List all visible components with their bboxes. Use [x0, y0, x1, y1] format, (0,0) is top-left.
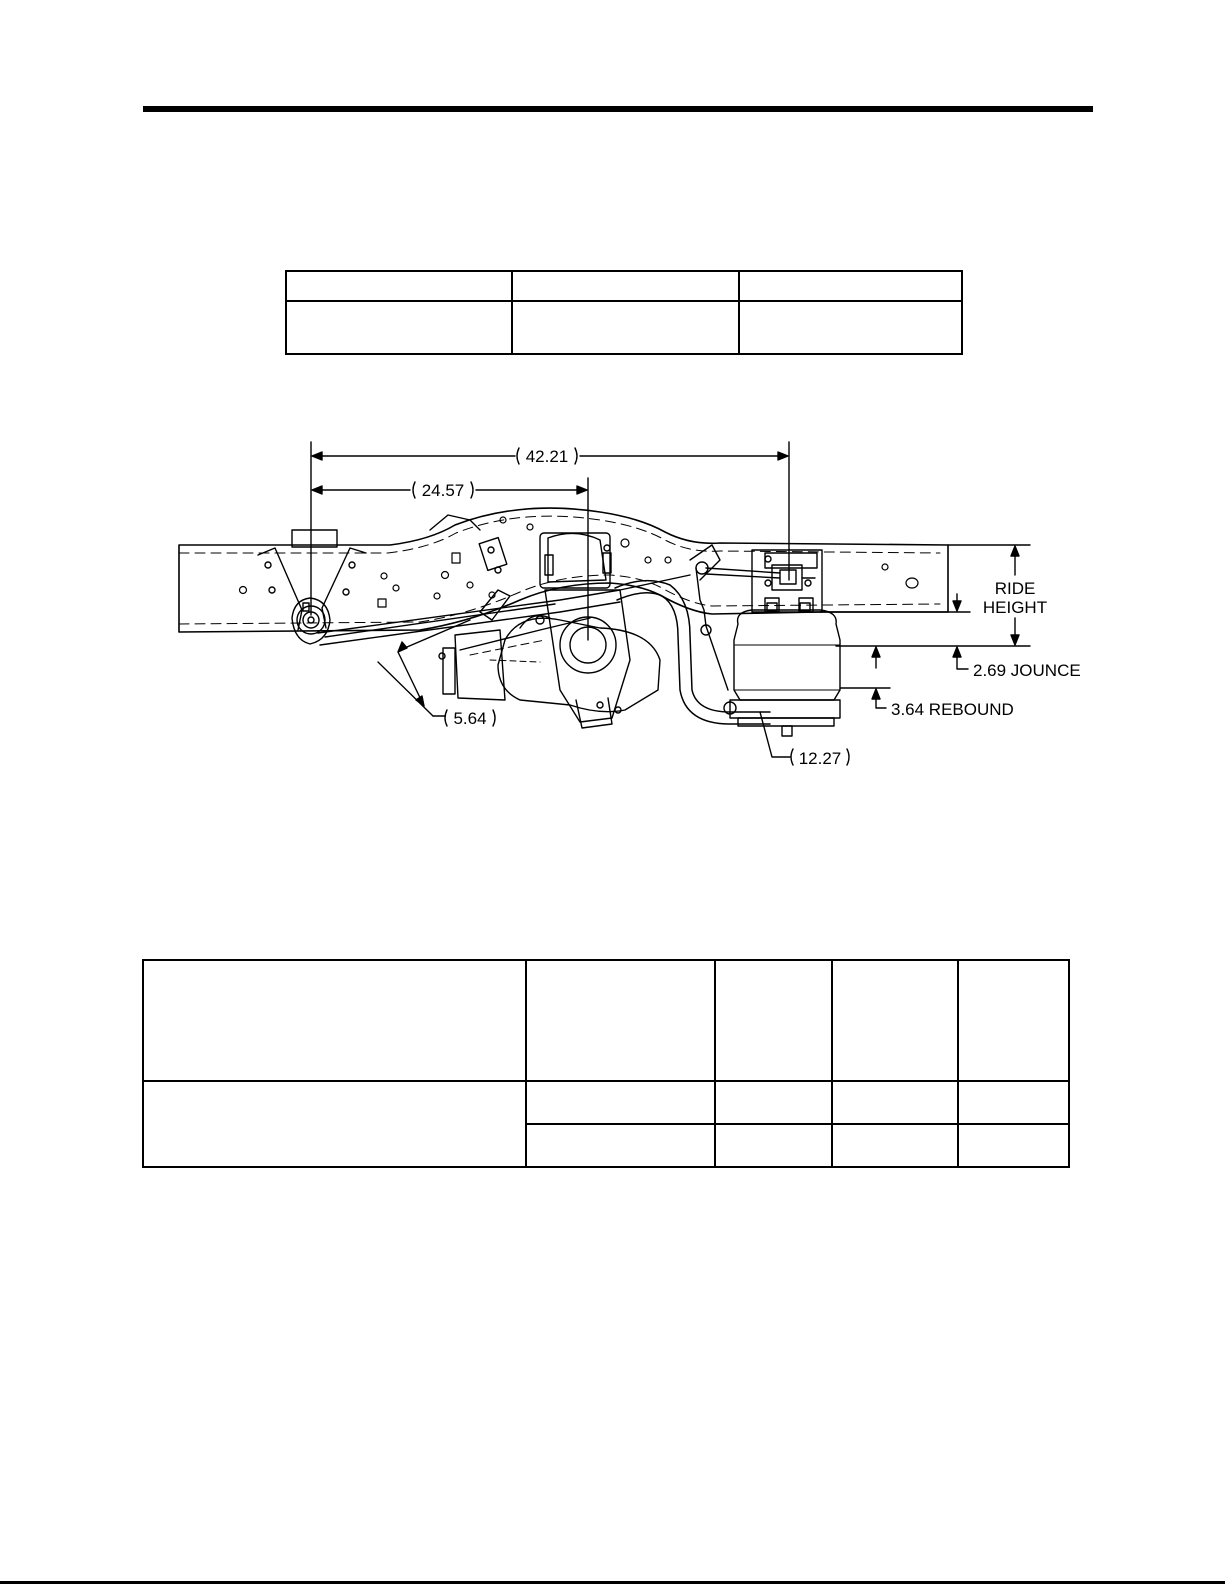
table-row: [143, 1081, 1069, 1124]
dimension-42-21: [311, 442, 789, 615]
ride-height-label-line2: HEIGHT: [982, 598, 1048, 617]
table-cell: [715, 1081, 832, 1124]
footer-rule: [0, 1581, 1225, 1584]
ride-height-label-line1: RIDE: [994, 579, 1036, 598]
table-row: [143, 960, 1069, 1081]
air-spring: [730, 603, 840, 736]
table-cell: [143, 960, 526, 1081]
dimension-angled-label: 5.64: [453, 709, 487, 728]
front-hanger: [258, 548, 366, 644]
table-cell: [526, 1124, 715, 1167]
trailing-arm: [318, 538, 690, 655]
jounce-label: 2.69 JOUNCE: [973, 661, 1081, 680]
table-cell: [832, 1124, 958, 1167]
table-cell: [958, 1124, 1069, 1167]
spec-table-bottom: [142, 959, 1070, 1168]
table-cell: [832, 1081, 958, 1124]
table-cell: [715, 960, 832, 1081]
dimension-shorter-label: 24.57: [421, 481, 465, 500]
dimension-rod-label: 12.27: [798, 749, 842, 768]
ride-height-dimension: [820, 545, 1030, 708]
dimension-overall-label: 42.21: [525, 447, 569, 466]
rebound-label: 3.64 REBOUND: [891, 700, 1014, 719]
table-cell: [526, 1081, 715, 1124]
stabilizer-bar: [615, 545, 770, 724]
table-cell: [143, 1081, 526, 1167]
axle-housing: [439, 533, 660, 728]
table-cell: [958, 960, 1069, 1081]
table-cell: [832, 960, 958, 1081]
table-cell: [526, 960, 715, 1081]
table-cell: [715, 1124, 832, 1167]
table-cell: [958, 1081, 1069, 1124]
